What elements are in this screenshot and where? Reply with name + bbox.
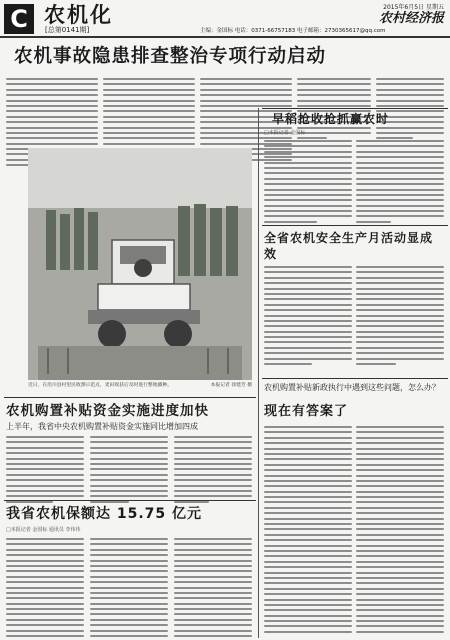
left-article-1-rule (4, 397, 256, 398)
right-article-1-byline: □本报记者 金国标 (264, 130, 306, 136)
left-article-2-col-1 (6, 538, 84, 640)
left-article-2-col-2 (90, 538, 168, 640)
left-article-2-rule (4, 500, 256, 501)
right-article-2-headline: 全省农机安全生产月活动显成效 (264, 231, 434, 261)
right-article-3-kicker: 农机购置补贴新政执行中遇到这些问题，怎么办？ (264, 383, 440, 392)
photo-credit: 本报记者 徐建芳 摄 (210, 383, 252, 388)
letter-c-badge-icon: C (4, 4, 34, 34)
right-article-3-rule (262, 378, 448, 379)
column-divider (258, 108, 259, 638)
editor-contact-line: 主编：金国标 电话：0371-66757183 电子邮箱：2730365617@qq.com (200, 28, 386, 34)
left-article-1-col-3 (174, 436, 252, 506)
masthead (0, 0, 450, 36)
left-article-1-col-2 (90, 436, 168, 506)
newspaper-name: 农村经济报 (378, 11, 444, 26)
section-name: 农机化 (44, 3, 113, 27)
photo-caption (28, 383, 252, 389)
left-article-1-col-1 (6, 436, 84, 506)
issue-date-text: 2015年6月5日 (383, 4, 425, 11)
right-article-3-col-1 (264, 426, 352, 636)
photo-caption-text: 近日，在沿川县村里民收割示范点，麦田收获后及时进行整地播种。 (28, 383, 172, 388)
left-article-2-byline: □本报记者 金国标 通讯员 李伟伟 (6, 527, 81, 533)
right-article-1-headline: 早稻抢收抢抓赢农时 (272, 112, 390, 126)
issue-weekday: 星期五 (425, 4, 444, 11)
right-article-2-col-2 (356, 266, 444, 368)
right-article-1-col-2 (356, 140, 444, 226)
right-article-2-col-1 (264, 266, 352, 368)
rice-transplanter-photo (28, 148, 252, 380)
section-code: [总第0141期] (45, 26, 90, 34)
right-article-2-rule (262, 225, 448, 226)
left-article-1-subheadline: 上半年，我省中央农机购置补贴资金实施同比增加四成 (6, 422, 198, 431)
header-rule (0, 36, 450, 38)
right-article-1-rule (262, 108, 448, 109)
left-article-2-col-3 (174, 538, 252, 640)
right-article-1-col-1 (264, 140, 352, 226)
main-headline: 农机事故隐患排查整治专项行动启动 (14, 46, 327, 67)
right-article-3-headline: 现在有答案了 (264, 404, 349, 419)
right-article-3-col-2 (356, 426, 444, 636)
rice-transplanter-illustration (28, 148, 252, 380)
left-article-1-headline: 农机购置补贴资金实施进度加快 (6, 403, 209, 419)
left-article-2-headline: 我省农机保额达 15.75 亿元 (6, 506, 203, 522)
masthead-right (379, 4, 444, 26)
